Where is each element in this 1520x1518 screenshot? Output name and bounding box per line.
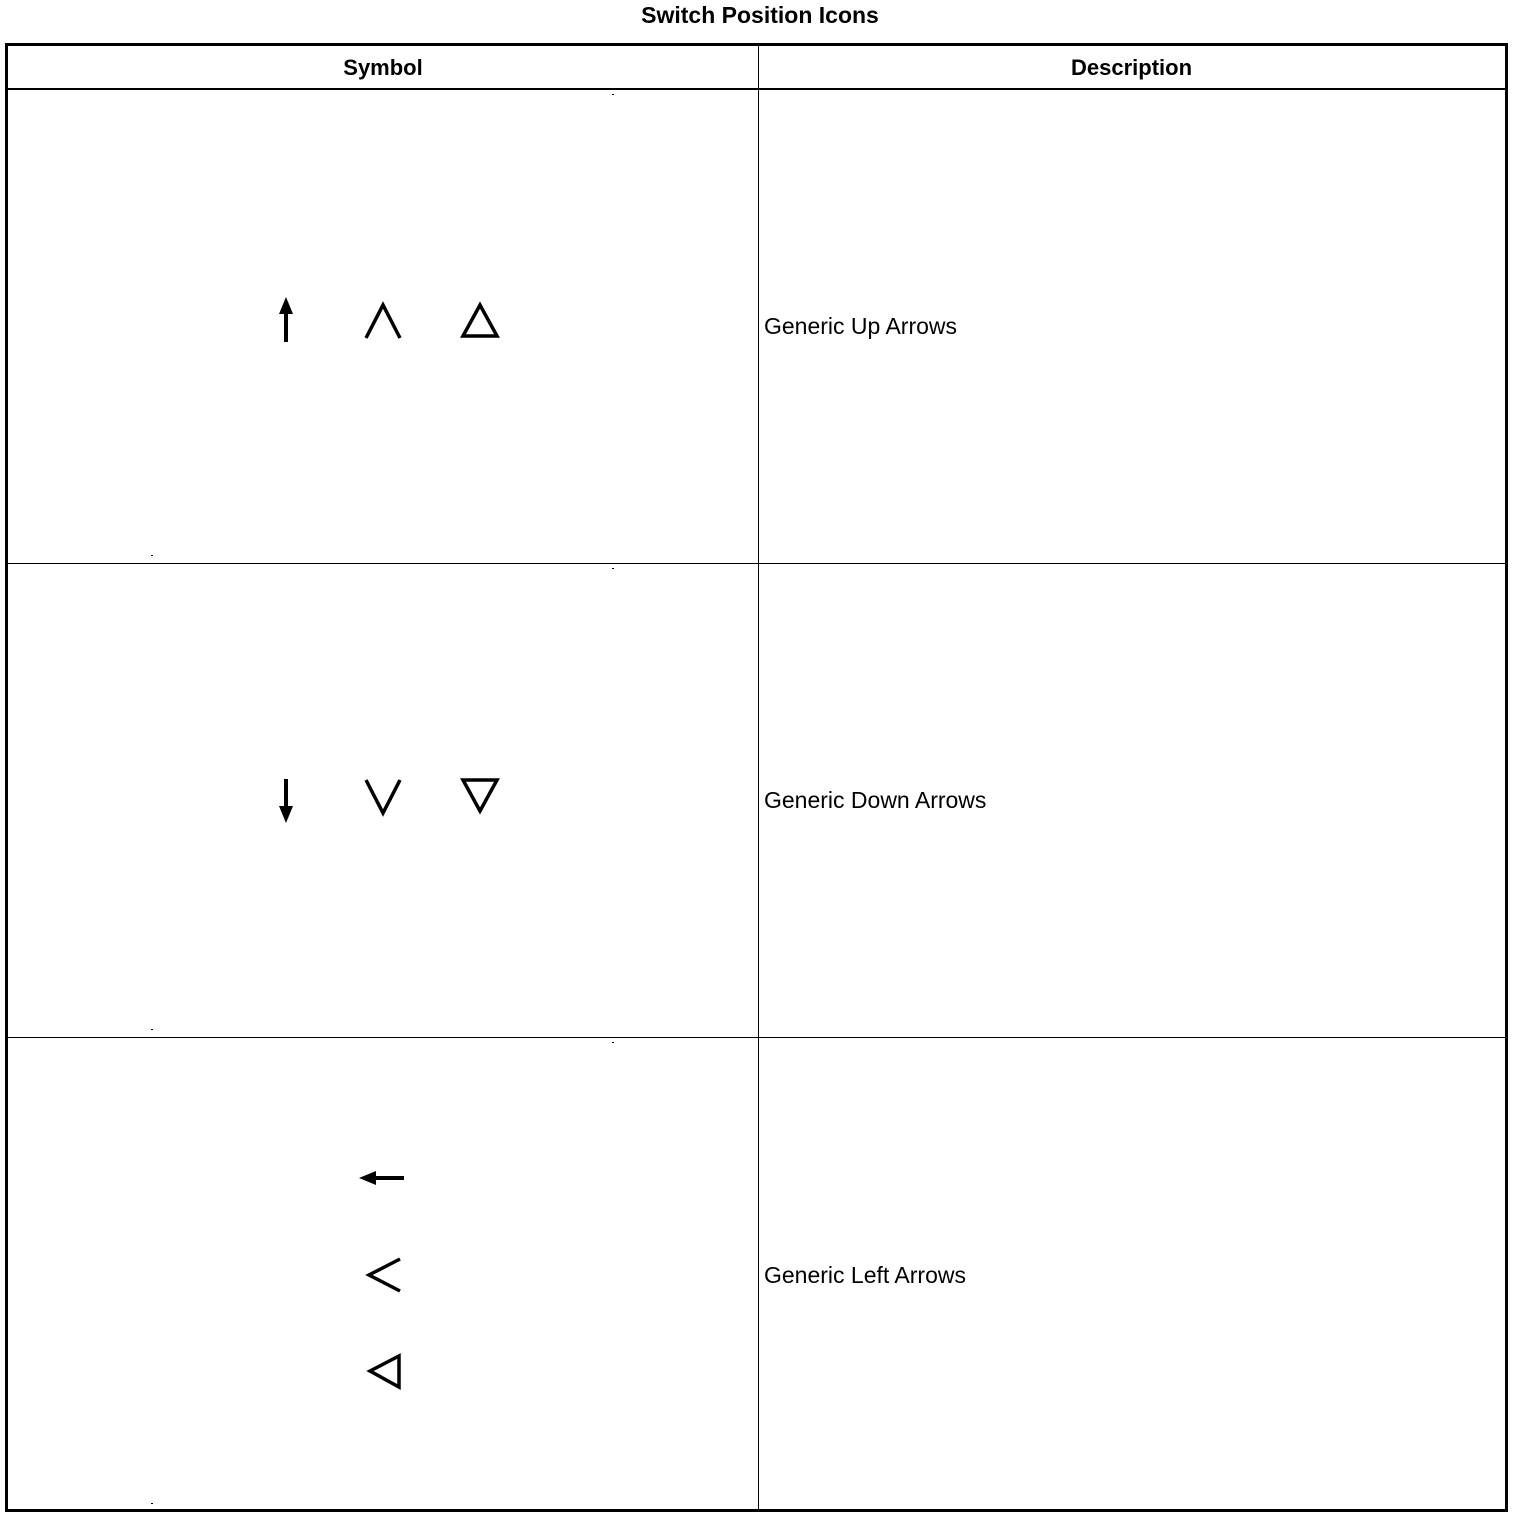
switch-position-icons-table xyxy=(5,43,1508,1512)
up-triangle-icon xyxy=(463,305,497,336)
description-cell xyxy=(764,1038,1504,1512)
description-text: Generic Down Arrows xyxy=(764,787,987,813)
description-text: Generic Left Arrows xyxy=(764,1261,966,1288)
page-title: Switch Position Icons xyxy=(641,2,879,28)
symbol-cell xyxy=(8,90,758,563)
symbol-cell xyxy=(8,564,758,1037)
symbol-cell xyxy=(8,1038,758,1512)
header-symbol: Symbol xyxy=(343,55,423,80)
description-cell xyxy=(764,90,1504,563)
description-cell xyxy=(764,564,1504,1037)
table-header-row xyxy=(8,46,1505,90)
down-arrow-icon xyxy=(279,779,293,823)
up-arrow-icon xyxy=(279,297,293,342)
table-row xyxy=(8,1038,1505,1512)
header-description: Description xyxy=(1070,55,1193,80)
down-triangle-icon xyxy=(463,780,497,811)
left-arrow-icon xyxy=(359,1171,404,1185)
symbol-icons xyxy=(8,90,758,564)
description-text: Generic Up Arrows xyxy=(764,313,958,339)
up-chevron-icon xyxy=(366,305,400,338)
left-chevron-icon xyxy=(369,1259,400,1291)
table-row xyxy=(8,90,1505,564)
table-row xyxy=(8,564,1505,1038)
symbol-icons xyxy=(8,1038,758,1512)
down-chevron-icon xyxy=(366,780,400,813)
left-triangle-icon xyxy=(370,1356,399,1387)
symbol-icons xyxy=(8,564,758,1038)
